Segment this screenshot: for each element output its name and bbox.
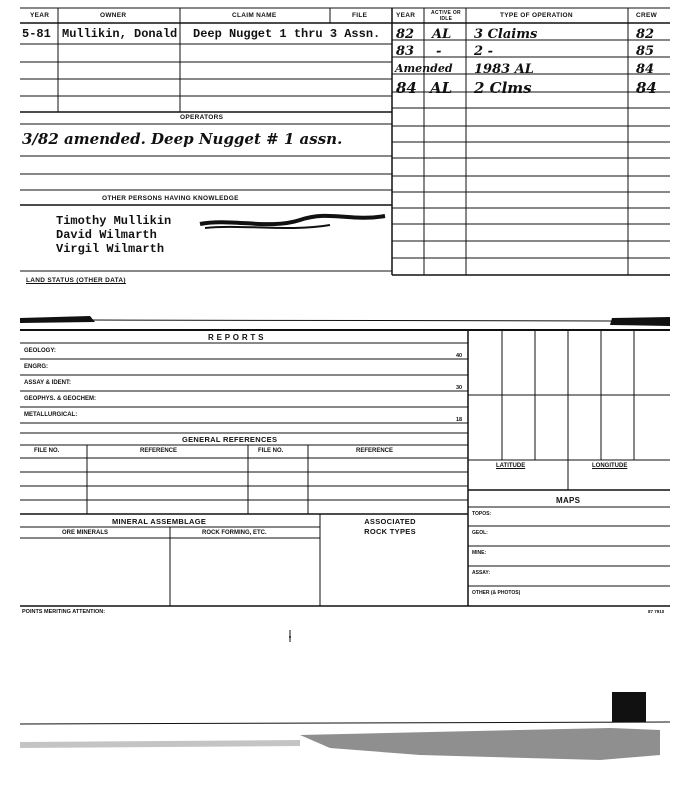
ref-col-reference: REFERENCE xyxy=(356,448,394,454)
longitude-label: LONGITUDE xyxy=(592,463,628,469)
knowledge-person: David Wilmarth xyxy=(56,228,157,242)
type-operation-header: TYPE OF OPERATION xyxy=(500,12,573,19)
operators-entry: 3/82 amended. Deep Nugget # 1 assn. xyxy=(22,130,343,148)
crew-header: CREW xyxy=(636,12,658,19)
operation-crew: 84 xyxy=(636,62,655,77)
operation-year: 82 xyxy=(396,27,415,42)
operation-type: 1983 AL xyxy=(474,62,534,77)
general-references-header: GENERAL REFERENCES xyxy=(182,435,278,444)
maps-row-label: OTHER (& PHOTOS) xyxy=(472,590,521,596)
year-header: YEAR xyxy=(30,12,50,19)
mineral-assemblage-header: MINERAL ASSEMBLAGE xyxy=(112,517,207,526)
ref-col-reference: REFERENCE xyxy=(140,448,178,454)
claim-name-header: CLAIM NAME xyxy=(232,12,277,19)
year2-header: YEAR xyxy=(396,12,416,19)
owner-year: 5-81 xyxy=(22,27,51,41)
maps-header: MAPS xyxy=(556,496,581,505)
ref-col-file-no: FILE NO. xyxy=(258,448,284,454)
operation-type: 2 Clms xyxy=(474,79,532,97)
operation-type: 2 - xyxy=(474,44,493,59)
active-idle-header: ACTIVE OR IDLE xyxy=(431,10,461,22)
report-number: 40 xyxy=(456,353,463,359)
operation-active: AL xyxy=(432,27,452,42)
operation-year: 84 xyxy=(396,79,417,97)
rock-forming-label: ROCK FORMING, ETC. xyxy=(202,530,267,536)
maps-row-label: ASSAY: xyxy=(472,570,491,576)
operation-active: - xyxy=(436,44,442,59)
claim-name: Deep Nugget 1 thru 3 Assn. xyxy=(193,27,381,41)
owner-name: Mullikin, Donald xyxy=(62,27,178,41)
operation-year: Amended xyxy=(395,62,453,75)
operation-crew: 82 xyxy=(636,27,655,42)
land-status-label: LAND STATUS (OTHER DATA) xyxy=(26,277,126,284)
report-row-label: GEOPHYS. & GEOCHEM: xyxy=(24,396,97,402)
operation-year: 83 xyxy=(396,44,415,59)
knowledge-person: Virgil Wilmarth xyxy=(56,242,165,256)
report-row-label: GEOLOGY: xyxy=(24,348,56,354)
operation-crew: 85 xyxy=(636,44,655,59)
owner-header: OWNER xyxy=(100,12,127,19)
points-meriting-attention-label: POINTS MERITING ATTENTION: xyxy=(22,609,106,615)
ore-minerals-label: ORE MINERALS xyxy=(62,530,109,536)
maps-row-label: GEOL: xyxy=(472,530,488,536)
report-row-label: ENGRG: xyxy=(24,364,48,370)
knowledge-person: Timothy Mullikin xyxy=(56,214,172,228)
knowledge-header: OTHER PERSONS HAVING KNOWLEDGE xyxy=(102,195,239,202)
reports-header: R E P O R T S xyxy=(208,333,264,342)
operation-active: AL xyxy=(430,79,453,97)
maps-row-label: MINE: xyxy=(472,550,487,556)
report-number: 30 xyxy=(456,385,463,391)
report-row-label: METALLURGICAL: xyxy=(24,412,78,418)
associated-rock-types-header: ASSOCIATED ROCK TYPES xyxy=(364,517,416,536)
report-row-label: ASSAY & IDENT: xyxy=(24,380,72,386)
operators-header: OPERATORS xyxy=(180,114,224,121)
latitude-label: LATITUDE xyxy=(496,463,526,469)
operation-type: 3 Claims xyxy=(474,27,538,42)
report-number: 18 xyxy=(456,417,463,423)
maps-row-label: TOPOS: xyxy=(472,511,492,517)
ref-col-file-no: FILE NO. xyxy=(34,448,60,454)
form-number: 87 7910 xyxy=(648,609,665,614)
operation-crew: 84 xyxy=(636,79,657,97)
file-header: FILE xyxy=(352,12,368,19)
